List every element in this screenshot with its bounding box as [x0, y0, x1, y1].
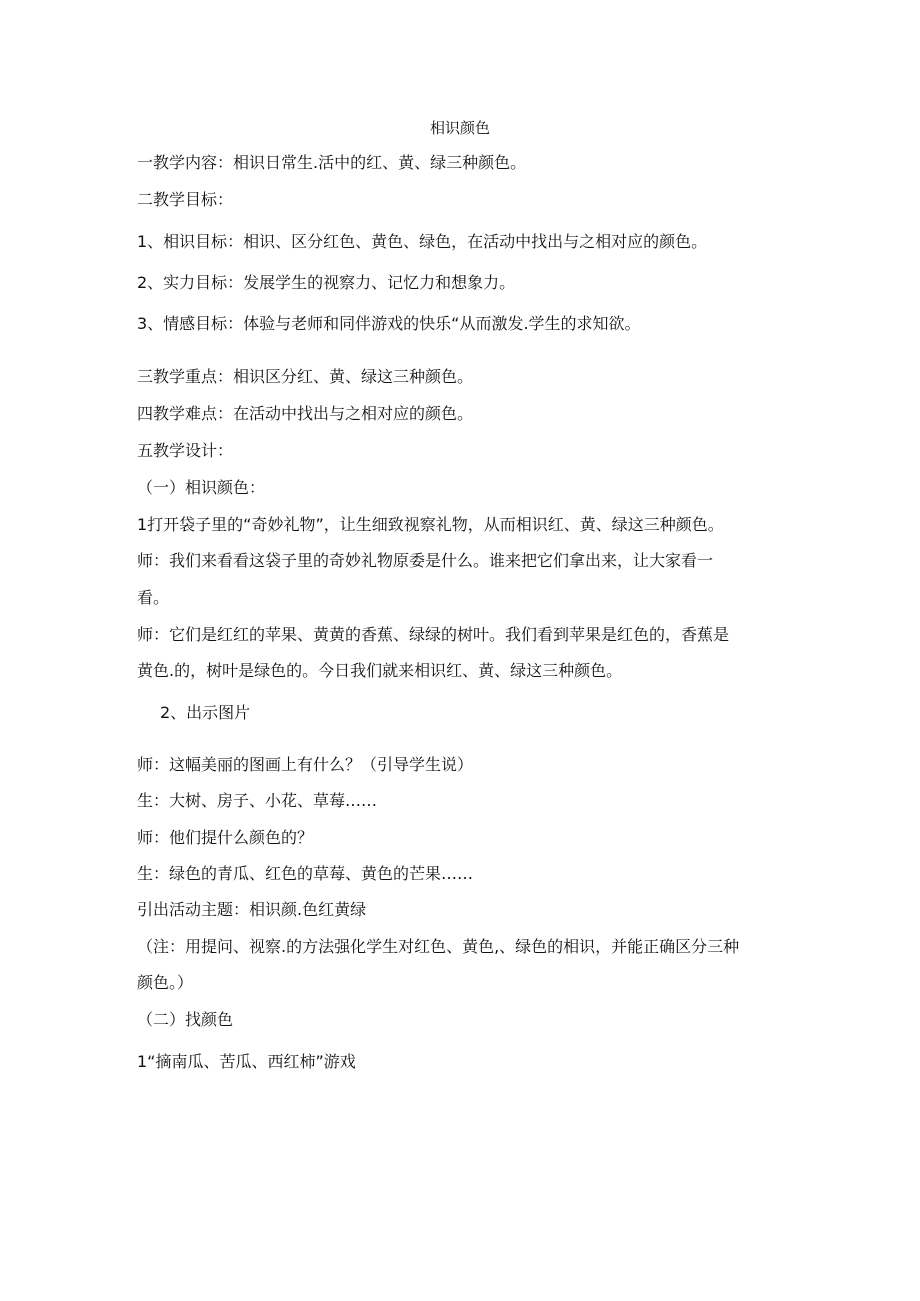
goal-ability: 2、实力目标：发展学生的视察力、记忆力和想象力。: [137, 273, 516, 292]
game-title: 1“摘南瓜、苦瓜、西红柿”游戏: [137, 1052, 356, 1071]
teaching-content: 一教学内容：相识日常生.活中的红、黄、绿三种颜色。: [137, 153, 527, 172]
student-answer-1: 生：大树、房子、小花、草莓……: [137, 791, 378, 810]
teaching-key-point: 三教学重点：相识区分红、黄、绿这三种颜色。: [137, 367, 474, 386]
section-one-heading: （一）相识颜色：: [137, 478, 266, 497]
teaching-goals-heading: 二教学目标：: [137, 190, 234, 209]
teacher-line-2a: 师：它们是红红的苹果、黄黄的香蕉、绿绿的树叶。我们看到苹果是红色的，香蕉是: [137, 625, 730, 644]
teacher-question-2: 师：他们提什么颜色的？: [137, 828, 314, 847]
teacher-line-1b: 看。: [137, 588, 170, 607]
goal-recognition: 1、相识目标：相识、区分红色、黄色、绿色，在活动中找出与之相对应的颜色。: [137, 232, 708, 251]
student-answer-2: 生：绿色的青瓜、红色的草莓、黄色的芒果……: [137, 864, 474, 883]
note-line-b: 颜色。）: [137, 973, 194, 992]
teacher-line-1a: 师：我们来看看这袋子里的奇妙礼物原委是什么。谁来把它们拿出来，让大家看一: [137, 551, 714, 570]
teacher-line-2b: 黄色.的，树叶是绿色的。今日我们就来相识红、黄、绿这三种颜色。: [137, 661, 623, 680]
goal-emotion: 3、情感目标：体验与老师和同伴游戏的快乐“从而激发.学生的求知欲。: [137, 314, 641, 333]
note-line-a: （注：用提问、视察.的方法强化学生对红色、黄色,、绿色的相识，并能正确区分三种: [137, 937, 740, 956]
activity-theme: 引出活动主题：相识颜.色红黄绿: [137, 900, 367, 919]
step-two-heading: 2、出示图片: [160, 703, 251, 722]
teaching-difficulty: 四教学难点：在活动中找出与之相对应的颜色。: [137, 404, 474, 423]
section-two-heading: （二）找颜色: [137, 1010, 234, 1029]
teacher-question-1: 师：这幅美丽的图画上有什么？（引导学生说）: [137, 755, 474, 774]
step-one-text: 1打开袋子里的“奇妙礼物”，让生细致视察礼物，从而相识红、黄、绿这三种颜色。: [137, 515, 724, 534]
document-title: 相识颜色: [429, 119, 490, 137]
teaching-design-heading: 五教学设计：: [137, 441, 234, 460]
